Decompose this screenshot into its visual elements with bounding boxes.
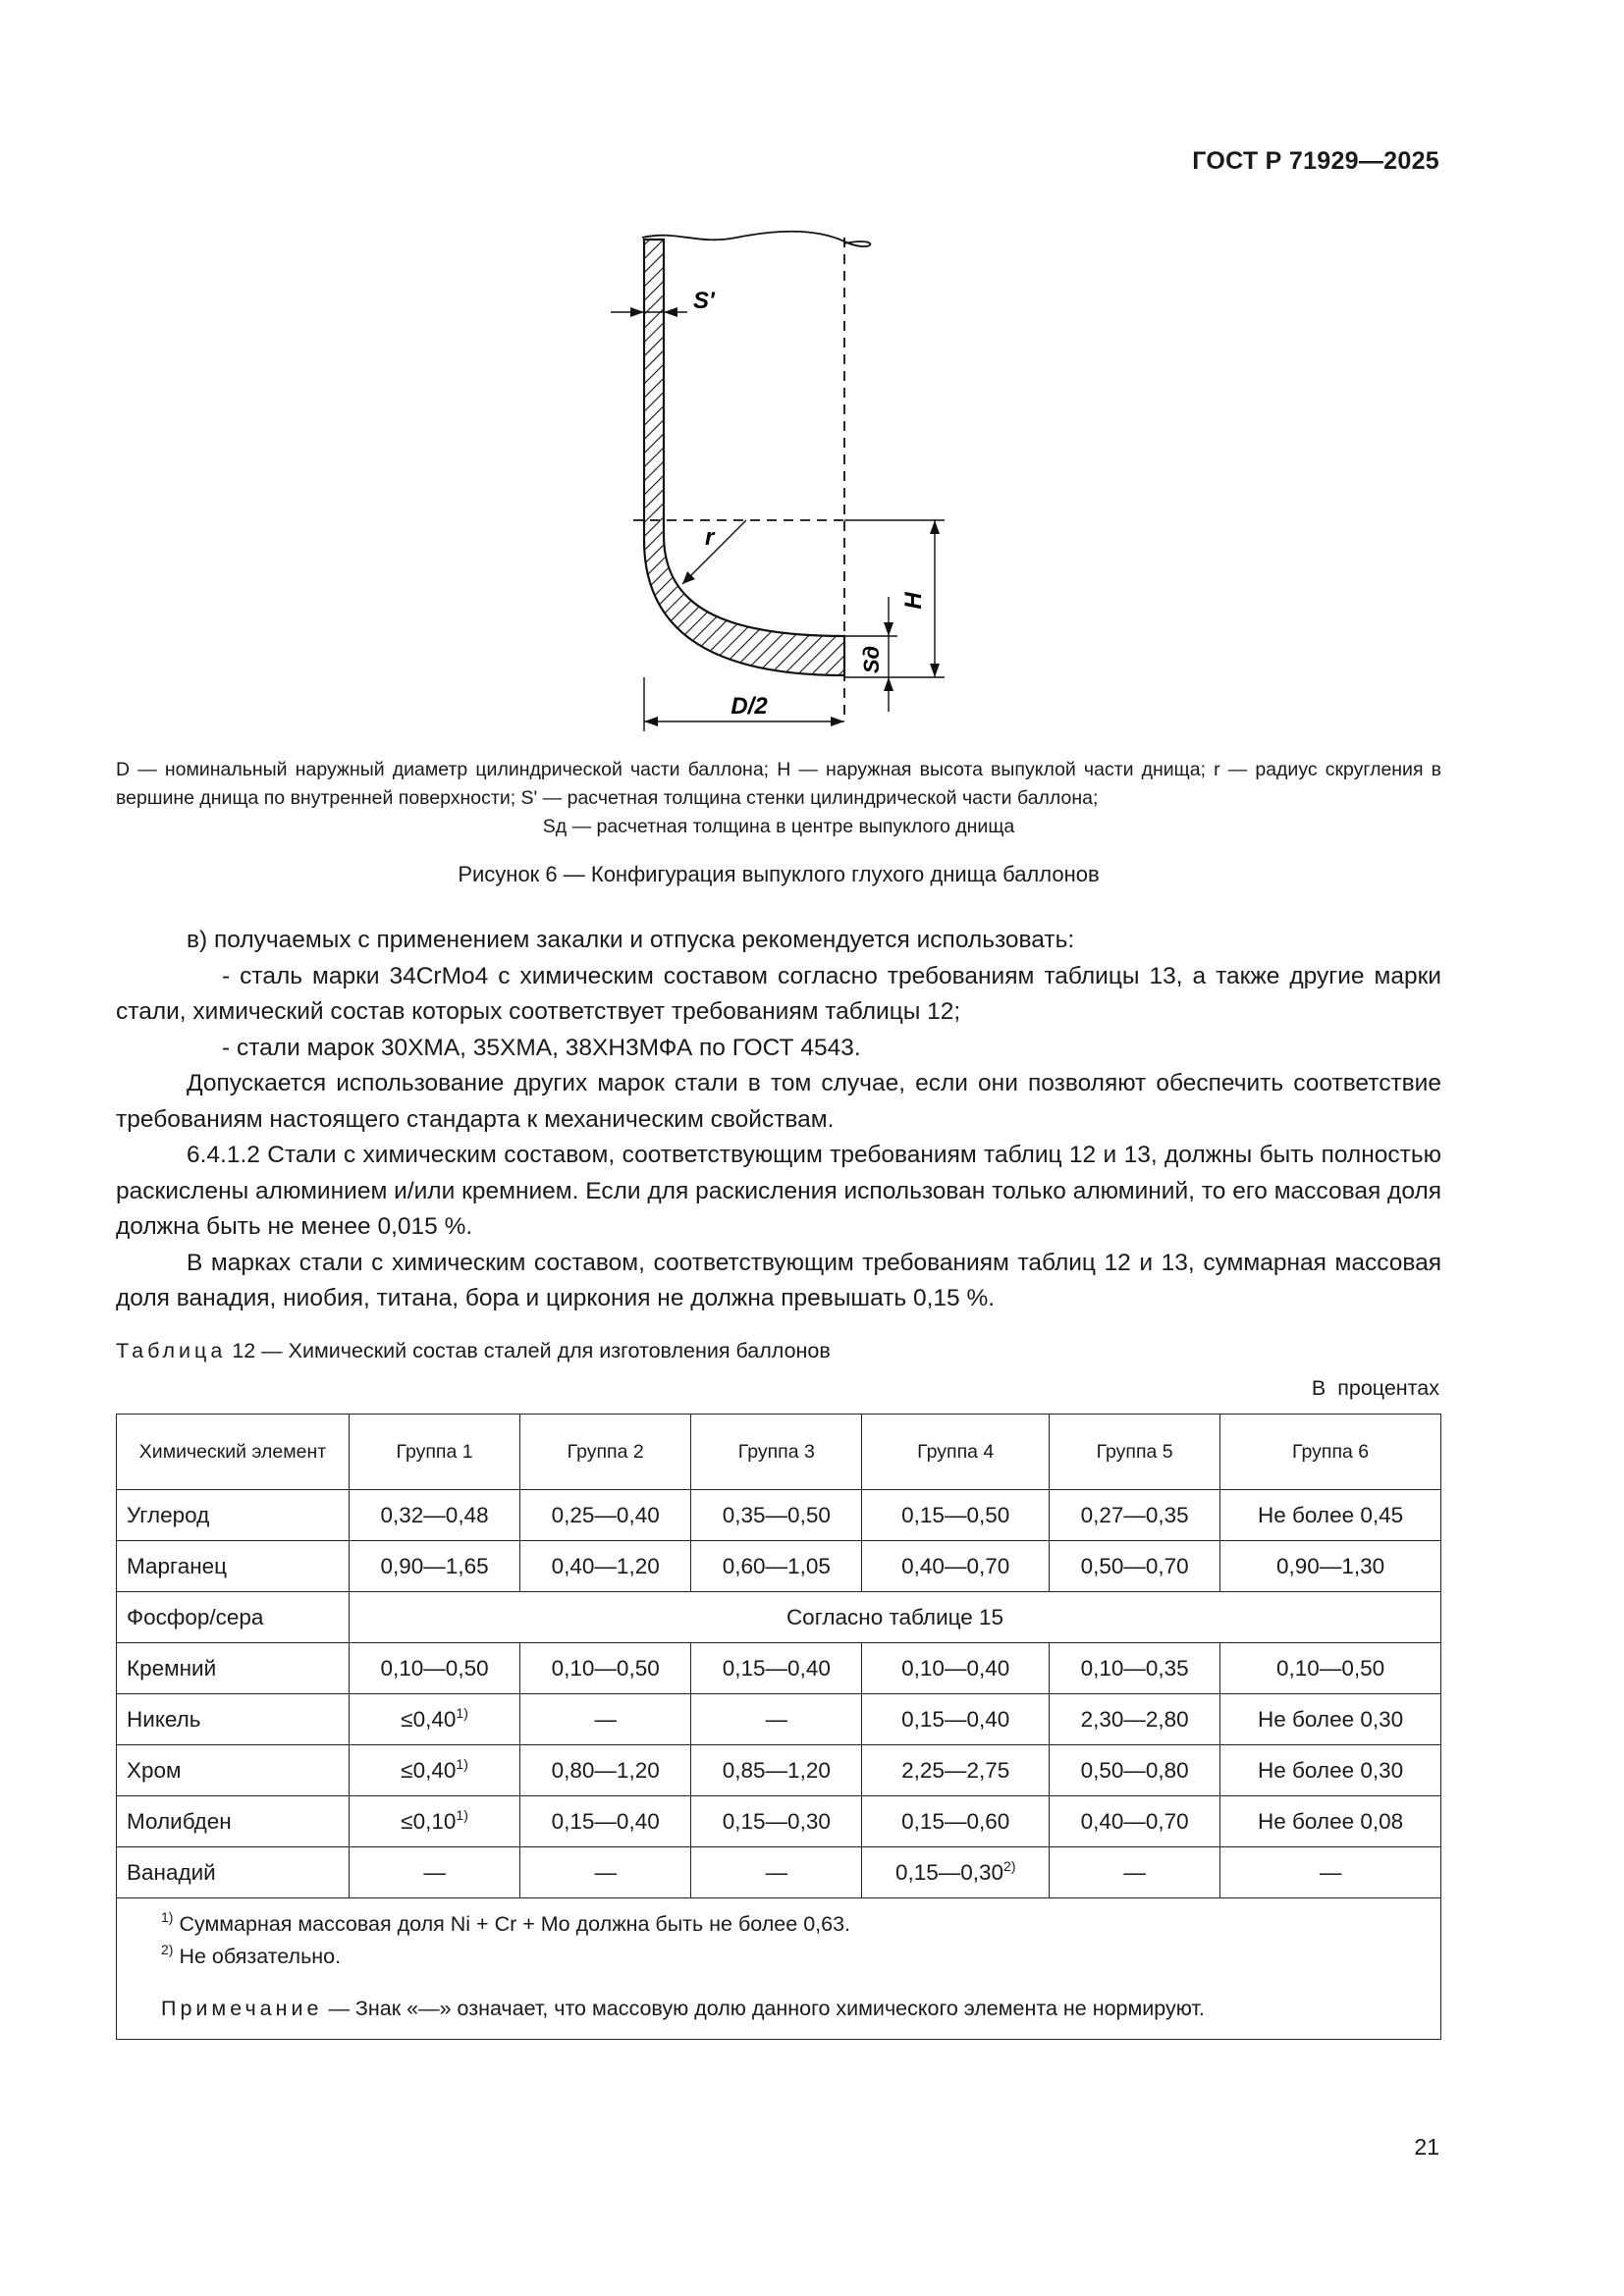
table-title-rest: 12 — Химический состав сталей для изготовления баллонов	[232, 1339, 831, 1362]
cell	[350, 1694, 520, 1745]
cell	[862, 1847, 1050, 1898]
sd-arrow-top	[884, 622, 893, 636]
cell: 0,90—1,30	[1220, 1541, 1441, 1592]
footnote-mark: 1)	[456, 1704, 468, 1721]
row-name: Кремний	[117, 1643, 350, 1694]
table-row	[117, 1847, 1441, 1898]
cell: Не более 0,08	[1220, 1796, 1441, 1847]
table-row	[117, 1643, 1441, 1694]
cell-value: ≤0,40	[401, 1757, 457, 1783]
legend-line-2: Sд — расчетная толщина в центре выпуклого днища	[542, 816, 1015, 837]
sd-arrow-bottom	[884, 677, 893, 691]
footnote-mark: 1)	[456, 1806, 468, 1823]
table-note	[161, 1993, 1396, 2025]
cell: —	[691, 1847, 862, 1898]
row-name: Молибден	[117, 1796, 350, 1847]
cell: 0,35—0,50	[691, 1490, 862, 1541]
s-prime-arrow-right	[664, 307, 677, 317]
cell-value: ≤0,10	[401, 1808, 457, 1834]
cell: 0,40—1,20	[520, 1541, 691, 1592]
cell: 0,40—0,70	[1050, 1796, 1220, 1847]
footnote-mark: 2)	[1003, 1857, 1016, 1874]
cell: —	[520, 1694, 691, 1745]
s-prime-arrow-left	[630, 307, 644, 317]
row-name: Никель	[117, 1694, 350, 1745]
cell: 0,15—0,60	[862, 1796, 1050, 1847]
paragraph-vanadium-sum: В марках стали с химическим составом, соответствующим требованиям таблиц 12 и 13, суммарная массовая доля ванадия, ниобия, титана, бора и циркония не должна превышать 0,15 %.	[116, 1249, 1441, 1311]
legend-line-1: D — номинальный наружный диаметр цилиндрической части баллона; H — наружная высота выпуклой части днища; r — радиус скругления в вершине днища по внутренней поверхности; S' — расчетная толщина стенки цилиндрической части баллона;	[116, 759, 1441, 809]
paragraph-v: в) получаемых с применением закалки и отпуска рекомендуется использовать:	[187, 927, 1075, 953]
h-arrow-top	[930, 520, 940, 534]
cell: Не более 0,30	[1220, 1694, 1441, 1745]
footnote-mark: 2)	[161, 1942, 174, 1957]
cell: —	[691, 1694, 862, 1745]
note-text: — Знак «—» означает, что массовую долю данного химического элемента не нормируют.	[328, 1997, 1205, 2020]
cell: 0,10—0,35	[1050, 1643, 1220, 1694]
cell: 2,25—2,75	[862, 1745, 1050, 1796]
cell: 0,10—0,50	[350, 1643, 520, 1694]
cell: 0,10—0,40	[862, 1643, 1050, 1694]
wall-section	[644, 240, 844, 675]
cell	[350, 1796, 520, 1847]
cell: 0,27—0,35	[1050, 1490, 1220, 1541]
header-group-6: Группа 6	[1220, 1415, 1441, 1490]
merged-cell: Согласно таблице 15	[350, 1592, 1441, 1643]
footnote-2-text: Не обязательно.	[179, 1945, 342, 1968]
figure-legend	[116, 756, 1441, 841]
cell: —	[1050, 1847, 1220, 1898]
cell	[350, 1745, 520, 1796]
table-row	[117, 1592, 1441, 1643]
table-row	[117, 1745, 1441, 1796]
paragraph-steel-grades: - стали марок 30ХМА, 35ХМА, 38ХН3МФА по ГОСТ 4543.	[222, 1034, 861, 1061]
d2-label: D/2	[731, 693, 768, 720]
sd-label: Sд	[859, 645, 884, 674]
footnote-mark: 1)	[161, 1909, 174, 1925]
cell: 0,80—1,20	[520, 1745, 691, 1796]
header-element: Химический элемент	[117, 1415, 350, 1490]
cell: 0,50—0,70	[1050, 1541, 1220, 1592]
footnote-mark: 1)	[456, 1755, 468, 1772]
table-row	[117, 1796, 1441, 1847]
footnote-1	[161, 1908, 1396, 1941]
cell: 0,15—0,50	[862, 1490, 1050, 1541]
table-title	[116, 1339, 831, 1363]
cell: —	[350, 1847, 520, 1898]
h-arrow-bottom	[930, 664, 940, 677]
header-group-4: Группа 4	[862, 1415, 1050, 1490]
table-row	[117, 1694, 1441, 1745]
cell: 0,50—0,80	[1050, 1745, 1220, 1796]
cell: Не более 0,30	[1220, 1745, 1441, 1796]
paragraph-6-4-1-2: 6.4.1.2 Стали с химическим составом, соответствующим требованиям таблиц 12 и 13, должны быть полностью раскислены алюминием и/или кремнием. Если для раскисления использован только алюминий, то его массовая доля должна быть не менее 0,015 %.	[116, 1142, 1441, 1240]
cell: 0,85—1,20	[691, 1745, 862, 1796]
cell: 0,90—1,65	[350, 1541, 520, 1592]
cell: 0,32—0,48	[350, 1490, 520, 1541]
row-name: Хром	[117, 1745, 350, 1796]
header-group-3: Группа 3	[691, 1415, 862, 1490]
body-text	[116, 923, 1441, 1317]
table-footnotes-row	[117, 1898, 1441, 2040]
footnote-2	[161, 1941, 1396, 1973]
bottom-configuration-figure	[589, 216, 982, 736]
row-name: Ванадий	[117, 1847, 350, 1898]
cell-value: ≤0,40	[401, 1706, 457, 1732]
radius-line	[682, 520, 746, 584]
cell: Не более 0,45	[1220, 1490, 1441, 1541]
cell-value: 0,15—0,30	[894, 1859, 1004, 1885]
cell: 0,60—1,05	[691, 1541, 862, 1592]
cell: 0,15—0,40	[691, 1643, 862, 1694]
cell: 0,40—0,70	[862, 1541, 1050, 1592]
document-header: ГОСТ Р 71929—2025	[1192, 147, 1439, 175]
table-row	[117, 1490, 1441, 1541]
paragraph-other-grades: Допускается использование других марок стали в том случае, если они позволяют обеспечить соответствие требованиям настоящего стандарта к механическим свойствам.	[116, 1070, 1441, 1133]
cell: 2,30—2,80	[1050, 1694, 1220, 1745]
cell: —	[1220, 1847, 1441, 1898]
cell: —	[520, 1847, 691, 1898]
paragraph-steel-34crmo4: - сталь марки 34CrMo4 с химическим составом согласно требованиям таблицы 13, а также другие марки стали, химический состав которых соответствует требованиям таблицы 12;	[116, 962, 1441, 1025]
d2-arrow-right	[831, 717, 844, 726]
row-name: Фосфор/сера	[117, 1592, 350, 1643]
cell: 0,10—0,50	[520, 1643, 691, 1694]
row-name: Марганец	[117, 1541, 350, 1592]
r-label: r	[705, 524, 715, 551]
table-units: В процентах	[1311, 1376, 1439, 1400]
page-number: 21	[1414, 2134, 1439, 2160]
header-group-2: Группа 2	[520, 1415, 691, 1490]
row-name: Углерод	[117, 1490, 350, 1541]
footnotes-cell	[117, 1898, 1441, 2040]
break-line	[642, 232, 870, 246]
s-prime-label: S'	[693, 288, 715, 314]
h-label: H	[900, 592, 927, 610]
footnote-1-text: Суммарная массовая доля Ni + Cr + Mo должна быть не более 0,63.	[179, 1912, 851, 1936]
cell: 0,15—0,40	[520, 1796, 691, 1847]
note-word: Примечание	[161, 1997, 323, 2020]
cell: 0,10—0,50	[1220, 1643, 1441, 1694]
cell: 0,25—0,40	[520, 1490, 691, 1541]
table-row	[117, 1541, 1441, 1592]
header-group-1: Группа 1	[350, 1415, 520, 1490]
figure-caption: Рисунок 6 — Конфигурация выпуклого глухого днища баллонов	[458, 862, 1100, 886]
header-group-5: Группа 5	[1050, 1415, 1220, 1490]
chemical-composition-table	[116, 1414, 1441, 2040]
cell: 0,15—0,40	[862, 1694, 1050, 1745]
table-title-word: Таблица	[116, 1339, 227, 1362]
cell: 0,15—0,30	[691, 1796, 862, 1847]
d2-arrow-left	[644, 717, 658, 726]
table-header-row	[117, 1415, 1441, 1490]
